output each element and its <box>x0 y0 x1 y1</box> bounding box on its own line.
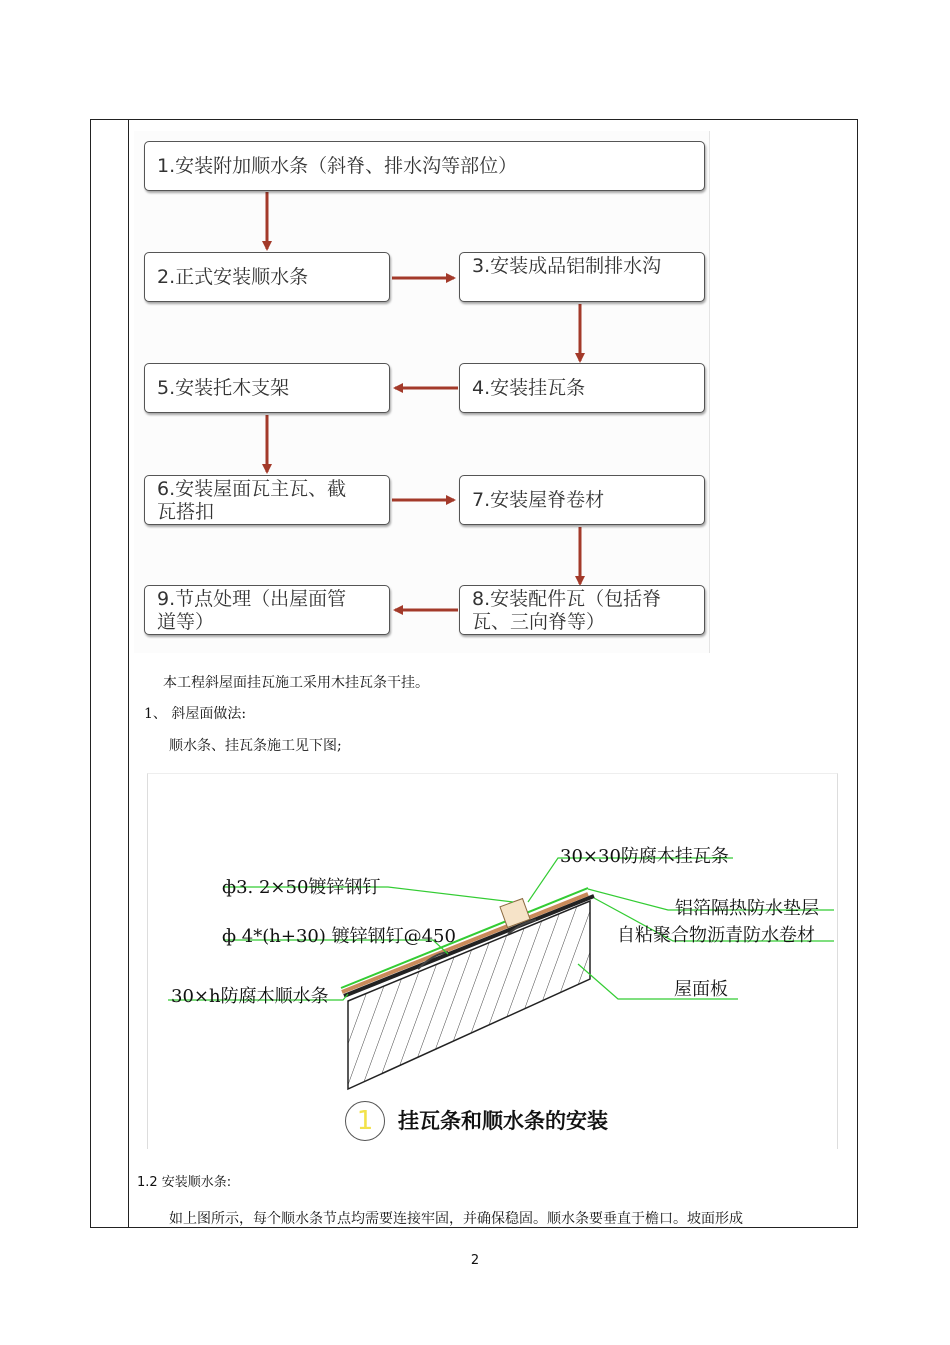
column-divider <box>128 120 129 1227</box>
label-nail-small: ф3. 2×50镀锌钢钉 <box>222 877 381 898</box>
section-1-2-text: 如上图所示，每个顺水条节点均需要连接牢固，并确保稳固。顺水条要垂直于檐口。坡面形成 <box>169 1211 743 1227</box>
flow-step-6: 6.安装屋面瓦主瓦、截瓦搭扣 <box>144 475 390 525</box>
diagram-caption: 挂瓦条和顺水条的安装 <box>398 1109 608 1133</box>
process-flowchart <box>134 131 710 653</box>
label-foil-underlay: 铝箔隔热防水垫层 <box>675 898 819 919</box>
label-roof-deck: 屋面板 <box>674 979 728 1000</box>
flow-step-7: 7.安装屋脊卷材 <box>459 475 705 525</box>
flow-step-5: 5.安装托木支架 <box>144 363 390 413</box>
intro-paragraph: 本工程斜屋面挂瓦施工采用木挂瓦条干挂。 <box>163 675 429 691</box>
label-tile-batten: 30×30防腐木挂瓦条 <box>560 846 729 867</box>
flow-step-1: 1.安装附加顺水条（斜脊、排水沟等部位） <box>144 141 705 191</box>
label-nail-large: ф 4*(h+30) 镀锌钢钉@450 <box>222 926 456 947</box>
flow-step-8: 8.安装配件瓦（包括脊瓦、三向脊等） <box>459 585 705 635</box>
roof-detail-diagram <box>147 773 838 1149</box>
flow-step-2: 2.正式安装顺水条 <box>144 252 390 302</box>
roof-section-drawing <box>148 774 837 1149</box>
label-membrane: 自粘聚合物沥青防水卷材 <box>617 925 815 946</box>
flow-step-3: 3.安装成品铝制排水沟 <box>459 252 705 302</box>
caption-number: 1 <box>345 1101 385 1141</box>
section-1-2-heading: 1.2 安装顺水条: <box>137 1175 232 1190</box>
page-number: 2 <box>470 1253 480 1268</box>
flow-step-9: 9.节点处理（出屋面管道等） <box>144 585 390 635</box>
flow-step-4: 4.安装挂瓦条 <box>459 363 705 413</box>
section-1-text: 顺水条、挂瓦条施工见下图; <box>169 738 342 754</box>
section-1-heading: 1、 斜屋面做法: <box>144 706 247 722</box>
label-counter-batten: 30×h防腐木顺水条 <box>171 986 329 1007</box>
